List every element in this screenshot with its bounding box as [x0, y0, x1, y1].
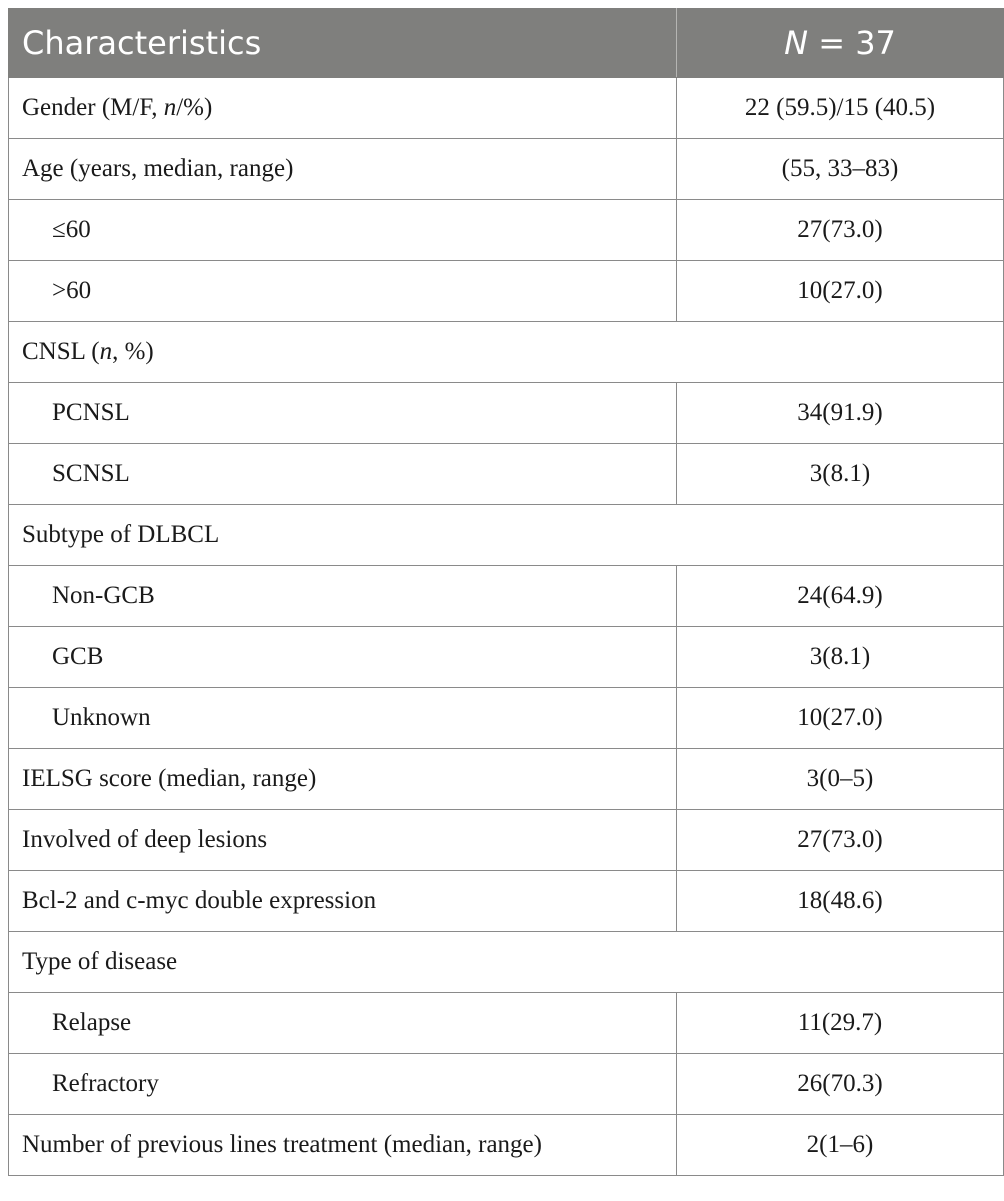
table-row: [9, 444, 1004, 505]
header-n-var: N: [784, 24, 809, 62]
row-value: 34(91.9): [677, 383, 1004, 444]
table-row: [9, 566, 1004, 627]
header-n-eq: = 37: [808, 24, 896, 62]
row-label: IELSG score (median, range): [9, 749, 677, 810]
characteristics-table: [8, 8, 1004, 1176]
row-value: 3(0–5): [677, 749, 1004, 810]
section-label: [9, 322, 1004, 383]
row-label: Number of previous lines treatment (median, range): [9, 1115, 677, 1176]
label-part-italic: n: [99, 338, 113, 365]
row-label: Non-GCB: [9, 566, 677, 627]
row-value: (55, 33–83): [677, 139, 1004, 200]
row-label: GCB: [9, 627, 677, 688]
row-label: Unknown: [9, 688, 677, 749]
table-row: [9, 871, 1004, 932]
row-value: 2(1–6): [677, 1115, 1004, 1176]
row-value: 26(70.3): [677, 1054, 1004, 1115]
header-characteristics: Characteristics: [9, 9, 677, 78]
row-value: 27(73.0): [677, 200, 1004, 261]
row-value: 10(27.0): [677, 261, 1004, 322]
table-row: [9, 261, 1004, 322]
label-part-italic: n: [163, 94, 177, 121]
table-row: [9, 139, 1004, 200]
table-row: [9, 993, 1004, 1054]
row-label: [9, 78, 677, 139]
row-label: Age (years, median, range): [9, 139, 677, 200]
table-row: [9, 383, 1004, 444]
section-row: [9, 505, 1004, 566]
table-row: [9, 1054, 1004, 1115]
header-n: [677, 9, 1004, 78]
row-label: PCNSL: [9, 383, 677, 444]
table-row: [9, 688, 1004, 749]
row-label: SCNSL: [9, 444, 677, 505]
label-part: Gender (M/F,: [22, 94, 164, 121]
row-value: 3(8.1): [677, 627, 1004, 688]
row-value: 3(8.1): [677, 444, 1004, 505]
row-label: >60: [9, 261, 677, 322]
section-label: Type of disease: [9, 932, 1004, 993]
label-part: CNSL (: [22, 338, 100, 365]
row-value: 10(27.0): [677, 688, 1004, 749]
row-value: 22 (59.5)/15 (40.5): [677, 78, 1004, 139]
table-row: [9, 78, 1004, 139]
row-value: 27(73.0): [677, 810, 1004, 871]
row-label: Bcl-2 and c-myc double expression: [9, 871, 677, 932]
section-label: Subtype of DLBCL: [9, 505, 1004, 566]
section-row: [9, 322, 1004, 383]
row-label: ≤60: [9, 200, 677, 261]
table-row: [9, 810, 1004, 871]
section-row: [9, 932, 1004, 993]
row-value: 24(64.9): [677, 566, 1004, 627]
row-label: Involved of deep lesions: [9, 810, 677, 871]
table-row: [9, 200, 1004, 261]
table-row: [9, 749, 1004, 810]
row-label: Refractory: [9, 1054, 677, 1115]
row-value: 18(48.6): [677, 871, 1004, 932]
header-row: [9, 9, 1004, 78]
label-part: /%): [176, 94, 213, 121]
table-row: [9, 627, 1004, 688]
row-value: 11(29.7): [677, 993, 1004, 1054]
table-row: [9, 1115, 1004, 1176]
label-part: , %): [112, 338, 154, 365]
row-label: Relapse: [9, 993, 677, 1054]
